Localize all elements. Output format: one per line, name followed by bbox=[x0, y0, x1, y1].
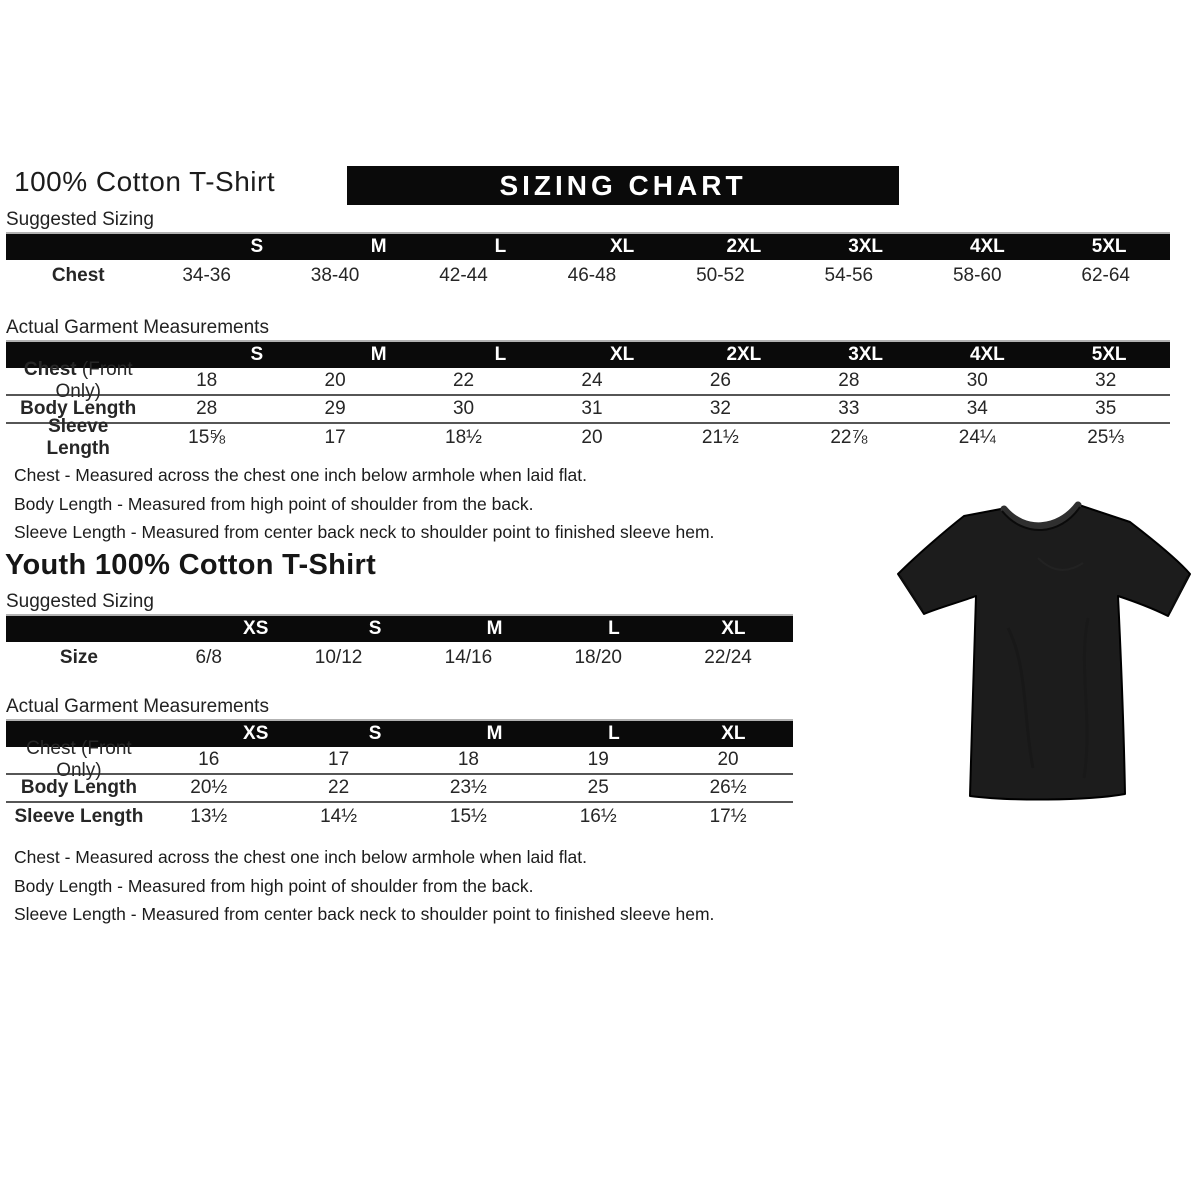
table-cell: 18½ bbox=[445, 427, 483, 448]
table-cell: 16 bbox=[198, 749, 220, 770]
table-row bbox=[6, 642, 793, 673]
table-cell: 28 bbox=[838, 370, 860, 391]
table-cell: 58-60 bbox=[952, 264, 1002, 286]
youth-measurement-notes bbox=[14, 843, 714, 929]
table-cell: 34 bbox=[966, 398, 988, 419]
table-cell: 32 bbox=[1095, 370, 1117, 391]
table-cell: 30 bbox=[452, 398, 475, 419]
column-header: M bbox=[486, 618, 503, 639]
youth-suggested-header-row bbox=[6, 614, 793, 642]
table-cell: 23½ bbox=[449, 777, 487, 798]
table-cell: 54-56 bbox=[824, 264, 874, 286]
table-cell: 22 bbox=[452, 370, 475, 391]
table-row bbox=[6, 359, 1170, 402]
row-label: Body Length bbox=[20, 777, 137, 798]
note-line: Chest - Measured across the chest one inch below armhole when laid flat. bbox=[14, 847, 587, 867]
column-header: XL bbox=[609, 236, 635, 257]
column-header: M bbox=[486, 723, 503, 744]
table-cell: 14½ bbox=[320, 806, 358, 827]
note-line: Body Length - Measured from high point of shoulder from the back. bbox=[14, 875, 534, 896]
table-row bbox=[6, 738, 793, 781]
sizing-chart-banner-text: SIZING CHART bbox=[499, 169, 747, 201]
table-cell: 25⅓ bbox=[1087, 427, 1125, 448]
row-label: Chest (Front Only) bbox=[23, 359, 133, 402]
table-cell: 22⅞ bbox=[830, 427, 868, 448]
table-cell: 17½ bbox=[709, 806, 747, 827]
adult-measurement-notes bbox=[14, 461, 714, 547]
table-cell: 10/12 bbox=[314, 646, 363, 668]
note-line: Chest - Measured across the chest one inch below armhole when laid flat. bbox=[14, 465, 587, 485]
column-header: XS bbox=[243, 723, 269, 744]
youth-product-title: Youth 100% Cotton T-Shirt bbox=[5, 549, 377, 581]
table-row bbox=[6, 416, 1170, 459]
adult-suggested-sizing-label: Suggested Sizing bbox=[6, 209, 154, 230]
table-cell: 20½ bbox=[190, 777, 228, 798]
column-header: 4XL bbox=[969, 344, 1005, 365]
table-cell: 31 bbox=[581, 398, 603, 419]
column-header: 5XL bbox=[1091, 344, 1127, 365]
row-label: Size bbox=[59, 646, 98, 668]
table-cell: 24 bbox=[581, 370, 603, 391]
table-row bbox=[6, 803, 793, 831]
adult-actual-header-row bbox=[6, 340, 1170, 368]
column-header: M bbox=[370, 236, 387, 257]
table-cell: 15½ bbox=[449, 806, 487, 827]
table-cell: 33 bbox=[838, 398, 860, 419]
row-label: Body Length bbox=[20, 398, 137, 419]
table-row bbox=[6, 260, 1170, 291]
column-header: 3XL bbox=[848, 344, 884, 365]
table-cell: 16½ bbox=[579, 806, 617, 827]
youth-actual-measurements-table bbox=[6, 719, 793, 831]
column-header: S bbox=[250, 344, 264, 365]
table-cell: 20 bbox=[581, 427, 603, 448]
column-header: 5XL bbox=[1091, 236, 1127, 257]
table-cell: 15⅝ bbox=[188, 427, 226, 448]
table-cell: 20 bbox=[324, 370, 346, 391]
column-header: S bbox=[250, 236, 264, 257]
youth-suggested-sizing-table bbox=[6, 614, 793, 673]
table-cell: 50-52 bbox=[696, 264, 745, 286]
table-cell: 26½ bbox=[709, 777, 747, 798]
table-cell: 6/8 bbox=[195, 646, 222, 668]
black-tshirt-image bbox=[888, 478, 1200, 816]
note-line: Body Length - Measured from high point of shoulder from the back. bbox=[14, 493, 534, 514]
adult-actual-measurements-table bbox=[6, 340, 1170, 459]
youth-suggested-sizing-label: Suggested Sizing bbox=[6, 591, 154, 612]
table-cell: 42-44 bbox=[439, 264, 488, 286]
row-label: Sleeve Length bbox=[14, 806, 144, 827]
table-cell: 17 bbox=[324, 427, 346, 448]
table-cell: 22 bbox=[328, 777, 350, 798]
table-cell: 22/24 bbox=[704, 646, 752, 668]
column-header: S bbox=[368, 618, 382, 639]
column-header: L bbox=[608, 618, 620, 639]
note-line: Sleeve Length - Measured from center back neck to shoulder point to finished sleeve hem. bbox=[14, 522, 715, 542]
table-cell: 19 bbox=[587, 749, 609, 770]
column-header: 3XL bbox=[848, 236, 884, 257]
sizing-chart-banner bbox=[347, 166, 899, 205]
table-cell: 18 bbox=[457, 749, 479, 770]
row-label: Chest (Front Only) bbox=[26, 738, 132, 781]
table-cell: 28 bbox=[196, 398, 218, 419]
table-cell: 46-48 bbox=[567, 264, 617, 286]
table-cell: 20 bbox=[717, 749, 739, 770]
table-cell: 38-40 bbox=[310, 264, 360, 286]
youth-actual-measurements-label: Actual Garment Measurements bbox=[6, 696, 269, 717]
table-cell: 34-36 bbox=[182, 264, 231, 286]
table-row bbox=[6, 775, 793, 803]
column-header: M bbox=[370, 344, 387, 365]
adult-suggested-header-row bbox=[6, 232, 1170, 260]
table-cell: 21½ bbox=[701, 427, 739, 448]
table-row bbox=[6, 396, 1170, 424]
adult-actual-measurements-label: Actual Garment Measurements bbox=[6, 317, 269, 338]
note-line: Sleeve Length - Measured from center back neck to shoulder point to finished sleeve hem. bbox=[14, 904, 715, 924]
column-header: 4XL bbox=[969, 236, 1005, 257]
table-cell: 18 bbox=[196, 370, 218, 391]
table-cell: 18/20 bbox=[574, 646, 622, 668]
table-cell: 26 bbox=[709, 370, 731, 391]
column-header: L bbox=[494, 344, 507, 365]
table-cell: 25 bbox=[587, 777, 609, 798]
table-cell: 30 bbox=[966, 370, 988, 391]
table-cell: 13½ bbox=[190, 806, 228, 827]
column-header: XL bbox=[609, 344, 635, 365]
table-cell: 62-64 bbox=[1081, 264, 1131, 286]
column-header: L bbox=[494, 236, 507, 257]
column-header: 2XL bbox=[726, 236, 762, 257]
column-header: 2XL bbox=[726, 344, 762, 365]
column-header: L bbox=[608, 723, 620, 744]
adult-suggested-sizing-table bbox=[6, 232, 1170, 291]
column-header: XL bbox=[721, 723, 746, 744]
row-label: Chest bbox=[51, 264, 105, 286]
adult-product-title: 100% Cotton T-Shirt bbox=[14, 166, 276, 197]
table-cell: 35 bbox=[1095, 398, 1117, 419]
row-label: Sleeve Length bbox=[46, 416, 110, 459]
column-header: XS bbox=[243, 618, 269, 639]
table-cell: 17 bbox=[328, 749, 350, 770]
table-cell: 14/16 bbox=[444, 646, 493, 668]
column-header: XL bbox=[721, 618, 746, 639]
table-cell: 24¼ bbox=[958, 427, 996, 448]
table-cell: 29 bbox=[324, 398, 346, 419]
table-cell: 32 bbox=[709, 398, 731, 419]
column-header: S bbox=[368, 723, 382, 744]
